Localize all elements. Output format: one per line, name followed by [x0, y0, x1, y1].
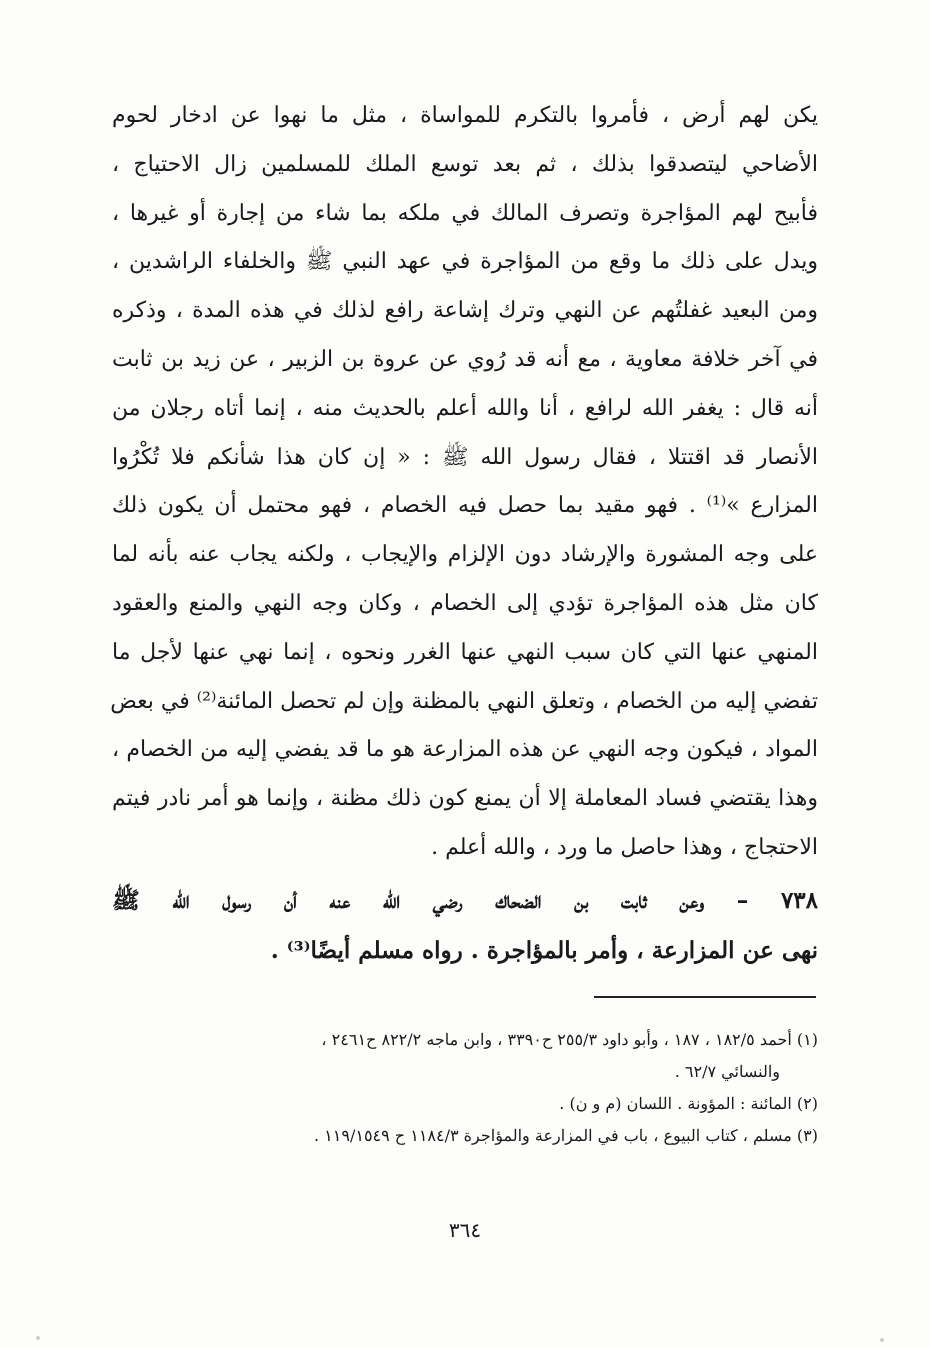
body-line: أنه قال : يغفر الله لرافع ، أنا والله أعلم بالحديث منه ، إنما أتاه رجلان من: [112, 395, 818, 421]
body-line: يكن لهم أرض ، فأمروا بالتكرم للمواساة ، مثل ما نهوا عن ادخار لحوم: [112, 103, 818, 128]
body-line: المزارع »⁽¹⁾ . فهو مقيد بما حصل فيه الخصام ، فهو محتمل أن يكون ذلك: [112, 493, 818, 519]
footnotes: [112, 1024, 818, 1152]
body-line: المواد ، فيكون وجه النهي عن هذه المزارعة هو ما قد يفضي إليه من الخصام ،: [112, 737, 818, 763]
footnote-divider: [594, 996, 816, 998]
body-line: على وجه المشورة والإرشاد دون الإلزام والإيجاب ، ولكنه يجاب عنه بأنه لما: [112, 542, 818, 568]
hadith-line: ٧٣٨ – وعن ثابت بن الضحاك رضي الله عنه أن رسول الله ﷺ: [112, 887, 818, 914]
body-line: الأضاحي ليتصدقوا بذلك ، ثم بعد توسع الملك للمسلمين زال الاحتياج ،: [112, 151, 818, 177]
hadith-738: [112, 876, 818, 976]
body-line: فأبيح لهم المؤاجرة وتصرف المالك في ملكه بما شاء من إجارة أو غيرها ،: [112, 200, 818, 226]
body-line: الاحتجاج ، وهذا حاصل ما ورد ، والله أعلم .: [431, 834, 818, 860]
body-line: كان مثل هذه المؤاجرة تؤدي إلى الخصام ، وكان وجه النهي والمنع والعقود: [112, 590, 818, 616]
body-line: الأنصار قد اقتتلا ، فقال رسول الله ﷺ : « إن كان هذا شأنكم فلا تُكْرُوا: [112, 444, 818, 470]
body-line: ومن البعيد غفلتُهم عن النهي وترك إشاعة رافع لذلك في هذه المدة ، وذكره: [112, 298, 818, 324]
body-line: ويدل على ذلك ما وقع من المؤاجرة في عهد النبي ﷺ والخلفاء الراشدين ،: [112, 249, 818, 275]
page-number: ٣٦٤: [448, 1218, 482, 1242]
footnote-3: (٣) مسلم ، كتاب البيوع ، باب في المزارعة والمؤاجرة ١١٨٤/٣ ح ١١٩/١٥٤٩ .: [314, 1126, 818, 1145]
main-body-text: [112, 92, 818, 873]
footnote-2: (٢) المائنة : المؤونة . اللسان (م و ن) .: [559, 1094, 818, 1113]
footnote-1: (١) أحمد ١٨٢/٥ ، ١٨٧ ، وأبو داود ٢٥٥/٣ ح٣٣٩٠ ، وابن ماجه ٨٢٢/٢ ح٢٤٦١ ،: [321, 1030, 818, 1049]
scan-speck: [36, 1336, 40, 1340]
hadith-line: نهى عن المزارعة ، وأمر بالمؤاجرة . رواه مسلم أيضًا⁽³⁾ .: [270, 937, 818, 964]
body-line: وهذا يقتضي فساد المعاملة إلا أن يمنع كون ذلك مظنة ، وإنما هو أمر نادر فيتم: [112, 786, 818, 812]
body-line: في آخر خلافة معاوية ، مع أنه قد رُوي عن عروة بن الزبير ، عن زيد بن ثابت: [112, 346, 818, 372]
footnote-1-continuation: والنسائي ٦٢/٧ .: [674, 1062, 780, 1081]
body-line: تفضي إليه من الخصام ، وتعلق النهي بالمظنة وإن لم تحصل المائنة⁽²⁾ في بعض: [110, 688, 818, 714]
body-line: المنهي عنها التي كان سبب النهي عنها الغرر ونحوه ، إنما نهي عنها لأجل ما: [112, 639, 818, 665]
scan-speck: [880, 1338, 884, 1342]
